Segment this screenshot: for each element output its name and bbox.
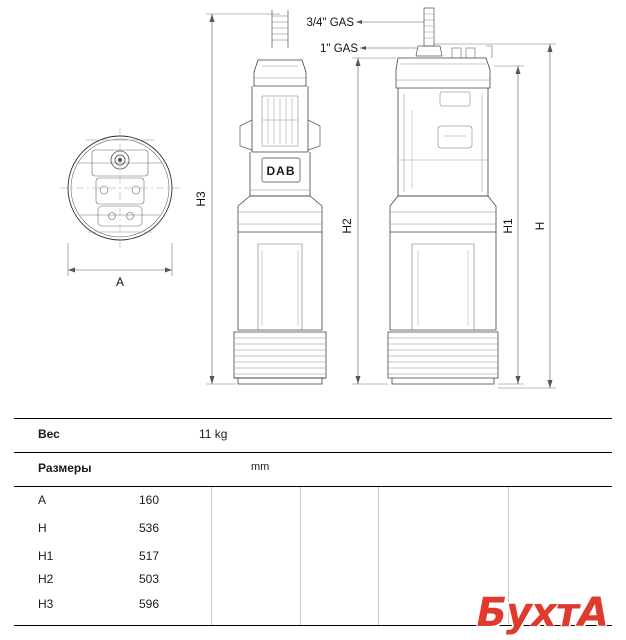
- dimensions-label: Размеры: [38, 461, 92, 475]
- dimension-label-H2: H2: [340, 218, 354, 234]
- row-value: 517: [139, 549, 160, 563]
- row-label: H1: [38, 549, 54, 563]
- weight-label: Вес: [38, 427, 60, 441]
- top-view-drawing: [60, 128, 180, 276]
- front-view-drawing: [206, 10, 326, 384]
- row-label: H: [38, 521, 47, 535]
- weight-value: 11 kg: [199, 427, 228, 441]
- table-rule-top: [14, 418, 612, 419]
- row-value: 160: [139, 493, 160, 507]
- table-row-dimensions-header: [14, 461, 612, 489]
- port-label-gas-34: 3/4" GAS: [306, 17, 354, 29]
- dimension-label-A: A: [115, 275, 125, 289]
- dimension-label-H3: H3: [194, 191, 208, 207]
- table-row-weight: [14, 427, 612, 455]
- dimensions-unit: mm: [251, 461, 270, 473]
- table-row: [14, 493, 612, 521]
- watermark: БухтА: [476, 590, 608, 636]
- table-row: [14, 521, 612, 549]
- dimension-label-H: H: [533, 221, 547, 231]
- brand-label: DAB: [266, 164, 296, 178]
- dimension-label-H1: H1: [501, 218, 515, 234]
- side-view-drawing: [352, 8, 556, 388]
- row-value: 536: [139, 521, 160, 535]
- row-value: 503: [139, 572, 160, 586]
- port-label-gas-1: 1" GAS: [320, 43, 358, 55]
- row-label: A: [38, 493, 47, 507]
- row-value: 596: [139, 597, 160, 611]
- row-label: H2: [38, 572, 54, 586]
- row-label: H3: [38, 597, 54, 611]
